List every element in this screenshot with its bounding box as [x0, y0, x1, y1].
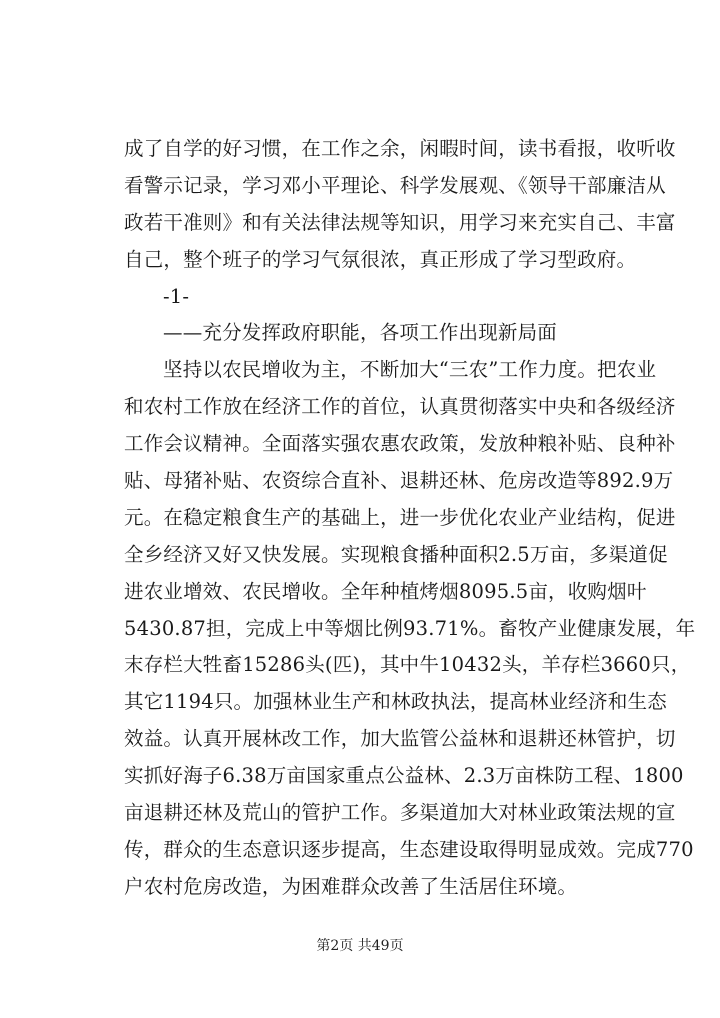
text-line: 看警示记录，学习邓小平理论、科学发展观、《领导干部廉洁从: [124, 173, 666, 197]
text-line: 5430.87担，完成上中等烟比例93.71%。畜牧产业健康发展，年: [124, 616, 696, 640]
text-line: 效益。认真开展林改工作，加大监管公益林和退耕还林管护，切: [124, 727, 676, 751]
body-text: [124, 131, 696, 906]
text-line: 坚持以农民增收为主，不断加大“三农”工作力度。把农业: [163, 358, 657, 382]
section-heading: ——充分发挥政府职能，各项工作出现新局面: [163, 321, 558, 345]
text-line: 亩退耕还林及荒山的管护工作。多渠道加大对林业政策法规的宣: [124, 801, 676, 825]
text-line: 其它1194只。加强林业生产和林政执法，提高林业经济和生态: [124, 690, 667, 714]
text-line: 政若干准则》和有关法律法规等知识，用学习来充实自己、丰富: [124, 210, 676, 234]
text-line: 成了自学的好习惯，在工作之余，闲暇时间，读书看报，收听收: [124, 137, 676, 160]
text-line: 传，群众的生态意识逐步提高，生态建设取得明显成效。完成770: [124, 837, 694, 861]
page-number-footer: 第2页 共49页: [316, 938, 404, 954]
text-line: 和农村工作放在经济工作的首位，认真贯彻落实中央和各级经济: [124, 395, 676, 419]
page-marker: -1-: [163, 284, 190, 308]
text-line: 户农村危房改造，为困难群众改善了生活居住环境。: [124, 874, 578, 898]
text-line: 自己，整个班子的学习气氛很浓，真正形成了学习型政府。: [124, 247, 637, 271]
text-line: 贴、母猪补贴、农资综合直补、退耕还林、危房改造等892.9万: [124, 469, 674, 493]
text-line: 实抓好海子6.38万亩国家重点公益林、2.3万亩株防工程、1800: [124, 764, 684, 788]
text-line: 末存栏大牲畜15286头(匹)，其中牛10432头，羊存栏3660只，: [124, 653, 691, 677]
text-line: 元。在稳定粮食生产的基础上，进一步优化农业产业结构，促进: [124, 505, 676, 529]
text-line: 工作会议精神。全面落实强农惠农政策，发放种粮补贴、良种补: [124, 432, 676, 456]
text-line: 进农业增效、农民增收。全年种植烤烟8095.5亩，收购烟叶: [124, 579, 647, 603]
text-line: 全乡经济又好又快发展。实现粮食播种面积2.5万亩，多渠道促: [124, 542, 668, 566]
